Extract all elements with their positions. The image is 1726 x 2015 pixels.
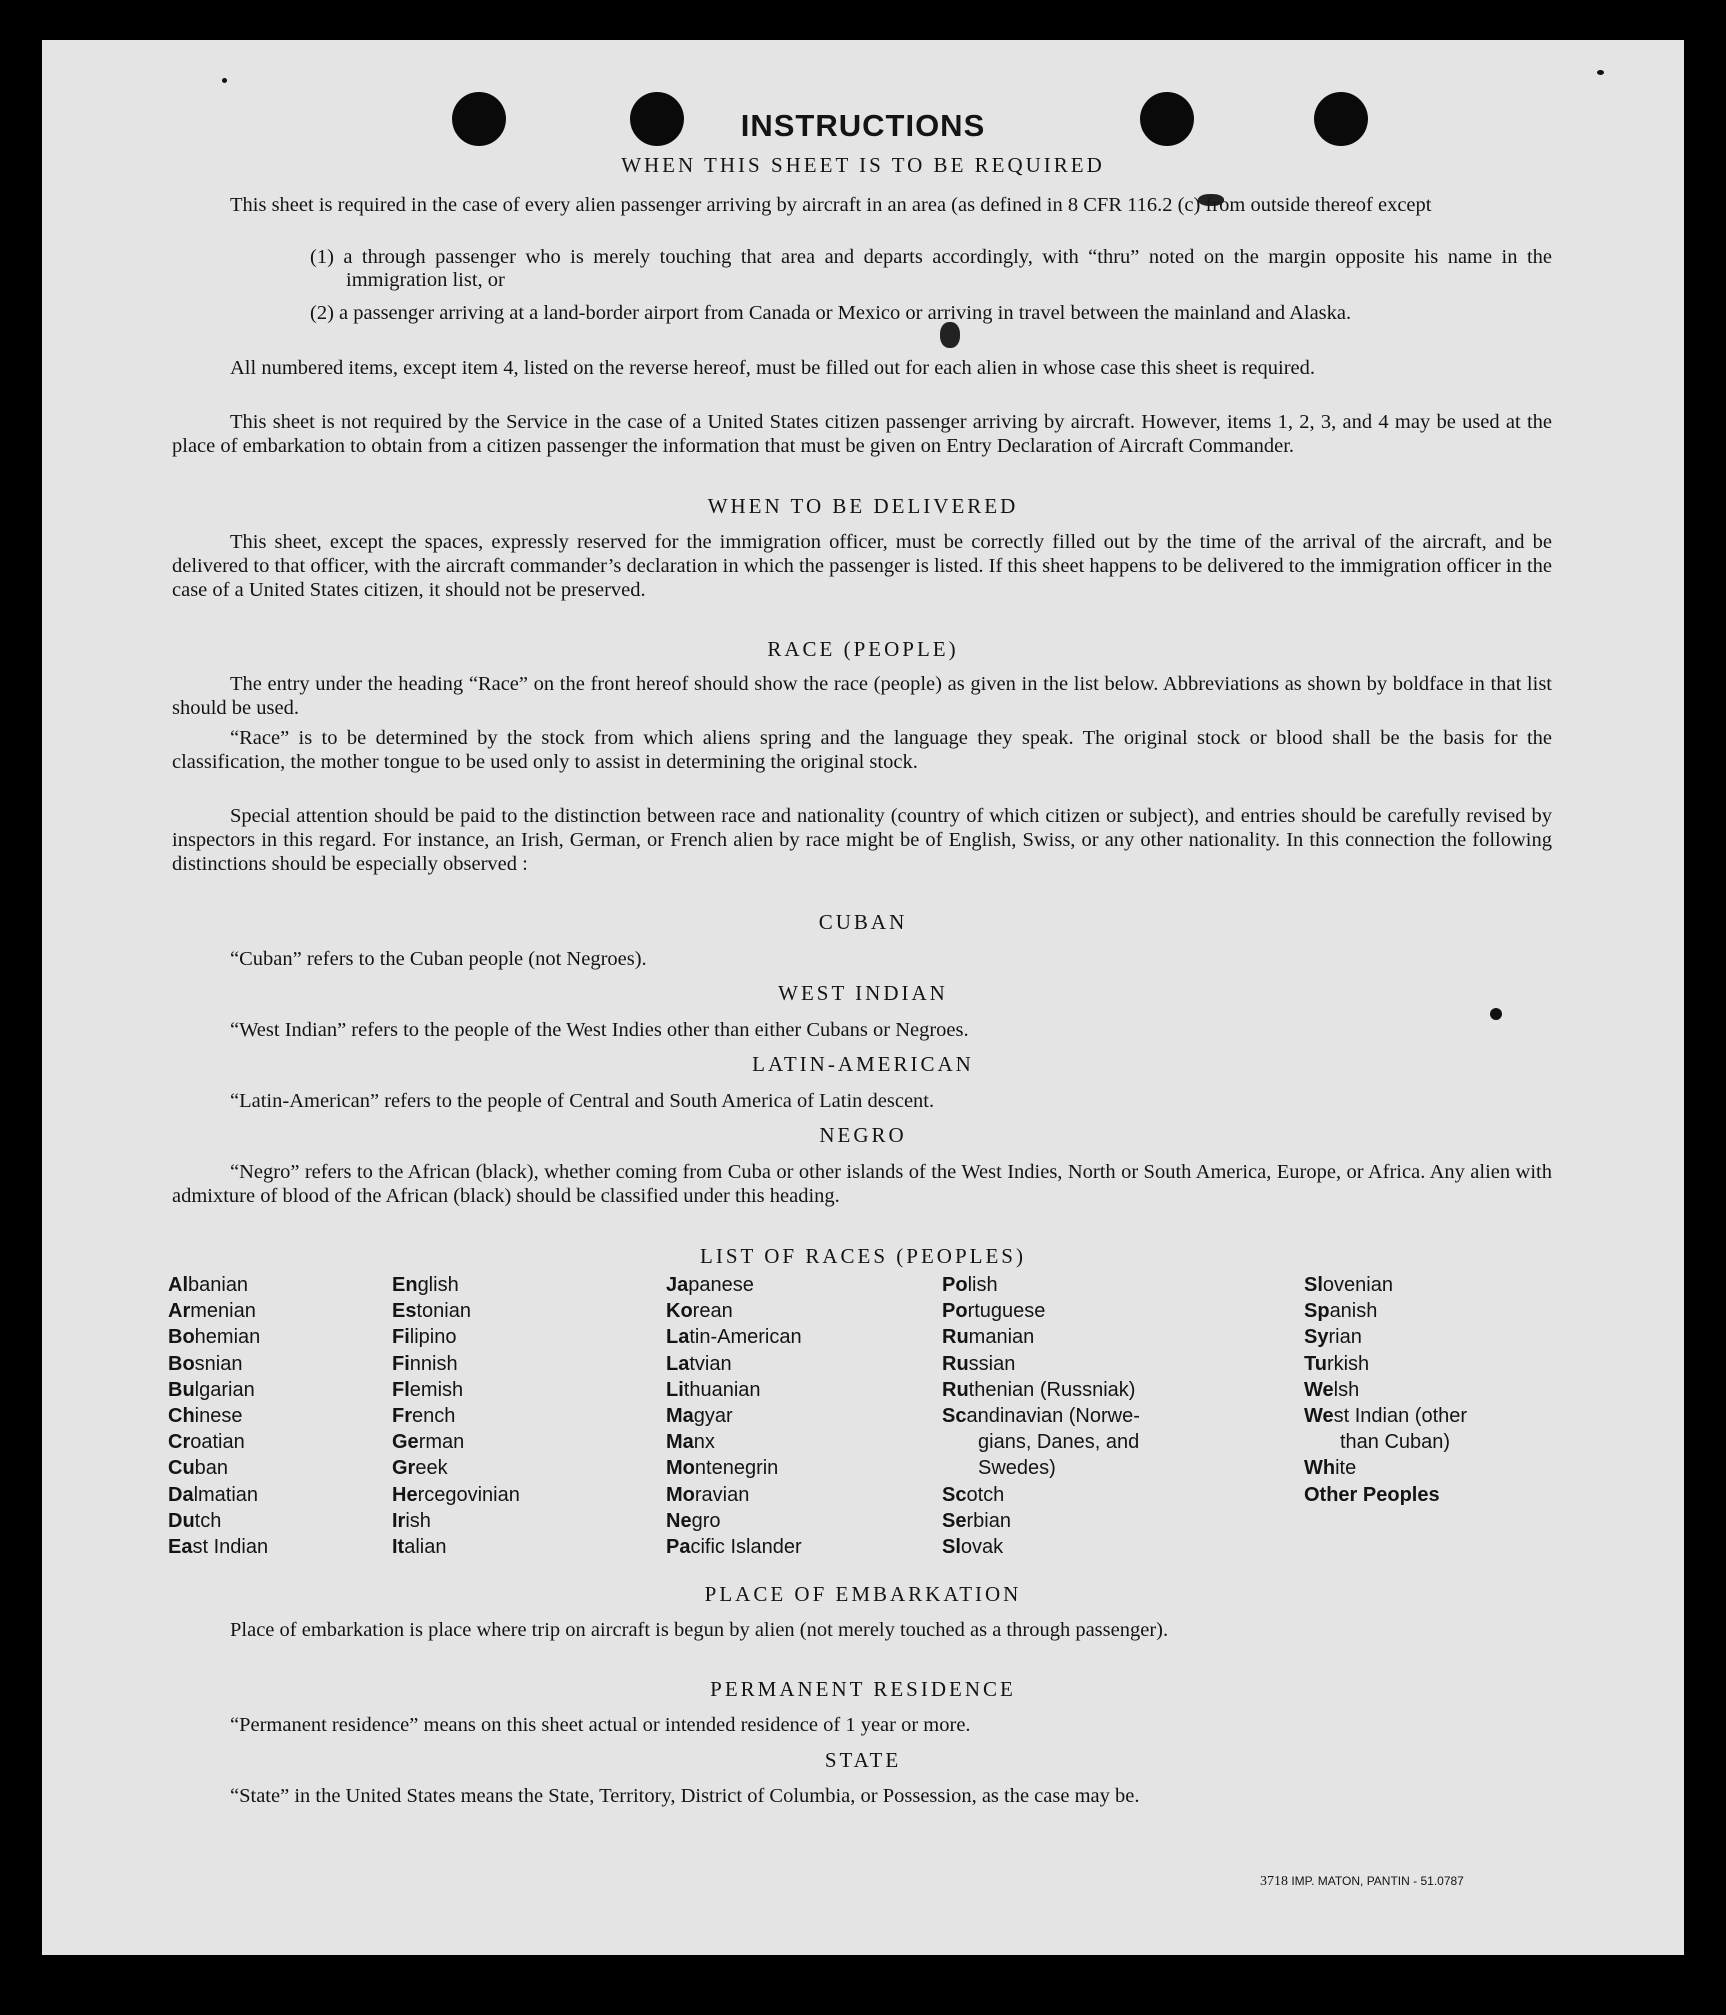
race-item: Pacific Islander [666,1536,802,1559]
race-item: Dalmatian [168,1483,259,1506]
race-item: Turkish [1304,1352,1370,1375]
race-item: Portuguese [942,1300,1046,1323]
race-item: Spanish [1304,1300,1378,1323]
race-item-continuation: than Cuban) [1340,1431,1451,1454]
paragraph: “Negro” refers to the African (black), whether coming from Cuba or other islands of the West Indies, North or South America, Europe, or Africa. Any alien with admixture of blood of the African (black) should be classified under this heading. [172,1161,1552,1207]
race-item: Latvian [666,1352,732,1375]
race-item: Scotch [942,1483,1005,1506]
race-item: Slovenian [1304,1274,1393,1296]
ink-speck [1597,70,1604,75]
race-item: Montenegrin [666,1457,779,1480]
paragraph: “Race” is to be determined by the stock from which aliens spring and the language they speak. The original stock or blood shall be the basis for the classification, the mother tongue to be used only to assist in determining the original stock. [172,727,1552,773]
imprint-text: IMP. MATON, PANTIN - 51.0787 [1291,1874,1464,1888]
race-item: Negro [666,1509,721,1532]
form-number: 3718 [1260,1874,1288,1889]
paragraph: This sheet is not required by the Service in the case of a United States citizen passenger arriving by aircraft. However, items 1, 2, 3, and 4 may be used at the place of embarkation to obtain from a citizen passenger the information that must be given on Entry Declaration of Aircraft Commander. [172,411,1552,457]
race-item: Manx [666,1431,715,1454]
race-item: Bulgarian [168,1378,255,1401]
race-item: Estonian [392,1300,471,1323]
list-item: (2) a passenger arriving at a land-border airport from Canada or Mexico or arriving in travel between the mainland and Alaska. [310,302,1352,324]
race-item: Slovak [942,1536,1004,1559]
race-item: Syrian [1304,1326,1362,1349]
race-item: Italian [392,1536,447,1559]
race-column-2 [392,1272,520,1560]
paragraph: The entry under the heading “Race” on the front hereof should show the race (people) as given in the list below. Abbreviations as shown by boldface in that list should be used. [172,673,1552,719]
race-item: Magyar [666,1405,733,1428]
race-item: Latin-American [666,1326,802,1349]
printer-imprint [1260,1874,1464,1890]
paragraph: “State” in the United States means the State, Territory, District of Columbia, or Possession, as the case may be. [230,1785,1140,1807]
race-item: Moravian [666,1483,750,1506]
section-heading-latin-american: LATIN-AMERICAN [752,1052,974,1076]
race-item: Ruthenian (Russniak) [942,1378,1136,1401]
race-item: Finnish [392,1352,458,1375]
race-item-continuation: Swedes) [978,1457,1056,1480]
section-heading-when-delivered: WHEN TO BE DELIVERED [707,494,1019,518]
paragraph: Special attention should be paid to the distinction between race and nationality (country of which citizen or subject), and entries should be carefully revised by inspectors in this regard. For instance, an Irish, German, or French alien by race might be of English, Swiss, or any other nationality. In this connection the following distinctions should be especially observed : [172,805,1552,875]
race-column-1 [168,1272,268,1560]
race-item: Filipino [392,1326,457,1349]
paragraph: All numbered items, except item 4, listed on the reverse hereof, must be filled out for each alien in whose case this sheet is required. [230,357,1316,379]
race-item: Chinese [168,1405,243,1428]
race-item: French [392,1405,456,1428]
paragraph: “Latin-American” refers to the people of Central and South America of Latin descent. [230,1090,935,1112]
section-heading-residence: PERMANENT RESIDENCE [710,1677,1016,1701]
race-item: Welsh [1304,1378,1360,1401]
race-item: Serbian [942,1509,1011,1532]
document-sheet [42,40,1684,1955]
section-heading-west-indian: WEST INDIAN [778,981,948,1005]
paragraph: “West Indian” refers to the people of the West Indies other than either Cubans or Negroes. [230,1019,969,1041]
race-column-5 [1304,1272,1467,1508]
race-item: Russian [942,1352,1016,1375]
race-item: Bohemian [168,1326,261,1349]
section-heading-negro: NEGRO [819,1123,907,1147]
paragraph: This sheet, except the spaces, expressly reserved for the immigration officer, must be correctly filled out by the time of the arrival of the aircraft, and be delivered to that officer, with the aircraft commander’s declaration in which the passenger is listed. If this sheet happens to be delivered to the immigration officer in the case of a United States citizen, it should not be preserved. [172,531,1552,601]
section-heading-list-of-races: LIST OF RACES (PEOPLES) [700,1244,1026,1268]
race-item: Japanese [666,1274,754,1296]
race-item: Rumanian [942,1326,1035,1349]
section-heading-cuban: CUBAN [818,910,908,934]
section-heading-race: RACE (PEOPLE) [767,637,959,661]
paragraph: “Cuban” refers to the Cuban people (not Negroes). [230,948,647,970]
race-item: Cuban [168,1457,229,1480]
race-item: Polish [942,1274,998,1296]
page-title: INSTRUCTIONS [740,108,986,143]
race-column-3 [666,1272,802,1560]
race-item-continuation: gians, Danes, and [978,1431,1140,1454]
race-item: German [392,1431,465,1454]
paragraph: “Permanent residence” means on this sheet actual or intended residence of 1 year or more. [230,1714,971,1736]
race-item: Bosnian [168,1352,243,1375]
paragraph: This sheet is required in the case of every alien passenger arriving by aircraft in an area (as defined in 8 CFR 116.2 (c) from outside thereof except [230,194,1432,216]
paragraph: Place of embarkation is place where trip on aircraft is begun by alien (not merely touched as a through passenger). [230,1619,1169,1641]
race-item: White [1304,1457,1357,1480]
section-heading-embarkation: PLACE OF EMBARKATION [704,1582,1022,1606]
race-item: West Indian (other [1304,1405,1468,1428]
race-item: Scandinavian (Norwe- [942,1405,1140,1428]
ink-speck [222,78,227,83]
race-item: East Indian [168,1536,269,1559]
race-item: Flemish [392,1378,464,1401]
race-item: English [392,1274,459,1296]
race-item: Greek [392,1457,448,1480]
race-item: Albanian [168,1274,249,1296]
race-column-4 [942,1272,1140,1560]
race-item: Korean [666,1300,733,1323]
race-item: Irish [392,1509,431,1532]
race-item-bold: Other Peoples [1304,1483,1440,1506]
ink-blot [940,322,960,348]
race-item: Lithuanian [666,1378,761,1401]
section-heading-state: STATE [824,1748,902,1772]
race-item: Hercegovinian [392,1483,520,1506]
race-item: Armenian [168,1300,256,1323]
race-item: Dutch [168,1509,222,1532]
list-item: (1) a through passenger who is merely touching that area and departs accordingly, with “thru” noted on the margin opposite his name in the immigration list, or [310,246,1552,291]
race-item: Croatian [168,1431,245,1454]
section-heading-when-required: WHEN THIS SHEET IS TO BE REQUIRED [621,153,1105,177]
